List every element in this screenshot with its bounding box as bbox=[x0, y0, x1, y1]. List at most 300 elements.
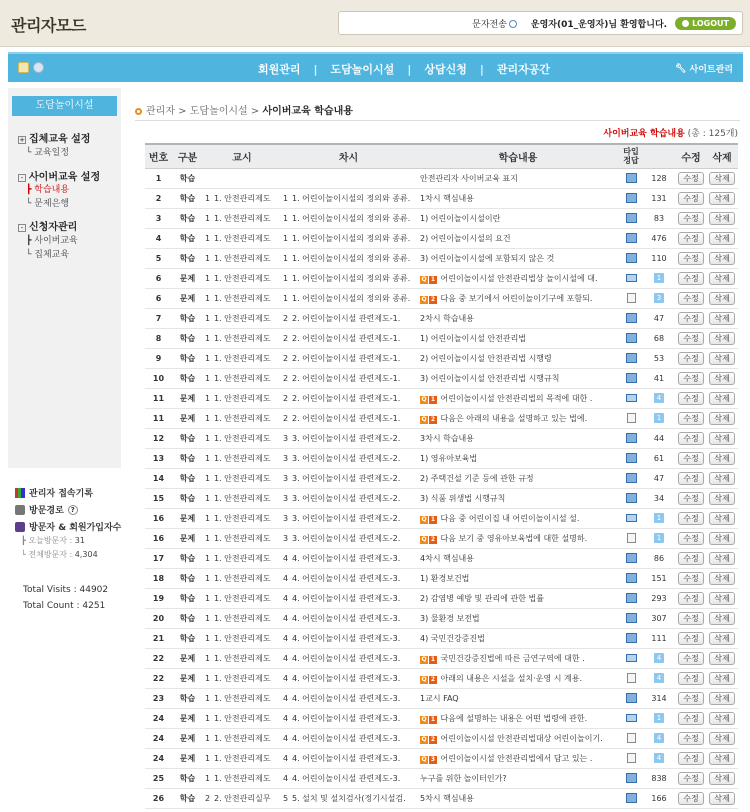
admin-logo[interactable]: 관리자모드 bbox=[11, 16, 86, 35]
row-type: 학습 bbox=[172, 788, 203, 808]
row-content[interactable]: 4) 국민건강증진법 bbox=[416, 628, 620, 648]
row-content[interactable]: Q 3 어린이놀이시설 안전관리법에서 담고 있는 . bbox=[416, 748, 620, 768]
row-type-icon[interactable] bbox=[620, 668, 642, 688]
row-delete bbox=[706, 668, 738, 688]
monitor-icon[interactable] bbox=[626, 173, 637, 183]
row-edit bbox=[676, 228, 706, 248]
row-content[interactable]: 3) 물환경 보전법 bbox=[416, 608, 620, 628]
row-content[interactable]: 2) 어린이놀이시설 안전관리법 시행령 bbox=[416, 348, 620, 368]
row-edit bbox=[676, 388, 706, 408]
sidebar-item-learning-content[interactable]: ┣ 학습내용 bbox=[26, 185, 70, 195]
row-content[interactable]: 3) 식품 위생법 시행규칙 bbox=[416, 488, 620, 508]
row-content[interactable]: 1) 어린이놀이시설 안전관리법 bbox=[416, 328, 620, 348]
row-session: 4 4. 어린이놀이시설 관련제도-3. bbox=[281, 688, 416, 708]
row-delete bbox=[706, 188, 738, 208]
monitor-icon[interactable] bbox=[626, 233, 637, 243]
delete-button[interactable]: 삭제 bbox=[709, 272, 734, 285]
row-grade: 1 1. 안전관리제도 bbox=[203, 328, 281, 348]
row-grade: 1 1. 안전관리제도 bbox=[203, 588, 281, 608]
row-delete bbox=[706, 308, 738, 328]
row-grade: 1 1. 안전관리제도 bbox=[203, 668, 281, 688]
monitor-icon[interactable] bbox=[626, 553, 637, 563]
row-type-icon[interactable] bbox=[620, 468, 642, 488]
question-icon: Q bbox=[421, 515, 427, 523]
memo-icon[interactable] bbox=[627, 673, 636, 683]
row-type-icon[interactable] bbox=[620, 588, 642, 608]
delete-button[interactable]: 삭제 bbox=[709, 332, 734, 345]
monitor-icon[interactable] bbox=[626, 493, 637, 503]
monitor-icon[interactable] bbox=[626, 633, 637, 643]
row-count bbox=[642, 548, 676, 568]
view-count: 131 bbox=[651, 193, 667, 203]
help-icon[interactable]: ? bbox=[68, 505, 78, 515]
logout-button[interactable]: LOGOUT bbox=[675, 17, 736, 30]
row-content[interactable]: 3차시 학습내용 bbox=[416, 428, 620, 448]
nav-consultation[interactable]: 상담신청 bbox=[424, 63, 467, 76]
monitor-icon[interactable] bbox=[626, 613, 637, 623]
row-no: 24 bbox=[145, 748, 172, 768]
question-icon: Q bbox=[421, 395, 427, 403]
edit-button[interactable]: 수정 bbox=[678, 432, 703, 445]
view-count: 47 bbox=[653, 473, 665, 483]
monitor-icon[interactable] bbox=[626, 514, 637, 522]
row-type-icon[interactable] bbox=[620, 648, 642, 668]
sidebar-item-cyber-applicants[interactable]: ┣ 사이버교육 bbox=[26, 236, 78, 246]
sidebar-item-question-bank[interactable]: └ 문제은행 bbox=[26, 199, 70, 209]
admin-login-log-link[interactable]: 관리자 접속기록 bbox=[15, 484, 125, 501]
row-grade: 1 1. 안전관리제도 bbox=[203, 608, 281, 628]
row-no: 13 bbox=[145, 448, 172, 468]
row-delete bbox=[706, 548, 738, 568]
sidebar-group-applicants[interactable]: - 신청자관리 bbox=[18, 218, 77, 233]
monitor-icon[interactable] bbox=[626, 373, 637, 383]
edit-button[interactable]: 수정 bbox=[678, 372, 703, 385]
edit-button[interactable]: 수정 bbox=[678, 712, 703, 725]
row-delete bbox=[706, 488, 738, 508]
col-type: 구분 bbox=[172, 144, 203, 168]
view-count: 34 bbox=[653, 493, 665, 503]
table-row bbox=[145, 708, 738, 728]
total-visits: Total Visits : 44902 bbox=[23, 585, 109, 595]
row-content[interactable]: Q 2 다음은 아래의 내용을 설명하고 있는 법에. bbox=[416, 408, 620, 428]
row-grade: 1 1. 안전관리제도 bbox=[203, 308, 281, 328]
row-type-icon[interactable] bbox=[620, 628, 642, 648]
sidebar-item-offline-applicants[interactable]: └ 집체교육 bbox=[26, 250, 70, 260]
row-no: 6 bbox=[145, 288, 172, 308]
monitor-icon[interactable] bbox=[626, 193, 637, 203]
monitor-icon[interactable] bbox=[626, 274, 637, 282]
memo-icon[interactable] bbox=[627, 533, 636, 543]
col-edit: 수정 bbox=[676, 144, 706, 168]
edit-button[interactable]: 수정 bbox=[678, 392, 703, 405]
delete-button[interactable]: 삭제 bbox=[709, 372, 734, 385]
edit-button[interactable]: 수정 bbox=[678, 672, 703, 685]
edit-button[interactable]: 수정 bbox=[678, 592, 703, 605]
row-type-icon[interactable] bbox=[620, 688, 642, 708]
collapse-icon[interactable]: - bbox=[18, 174, 26, 182]
row-delete bbox=[706, 328, 738, 348]
row-grade: 1 1. 안전관리제도 bbox=[203, 268, 281, 288]
row-content[interactable]: 안전관리자 사이버교육 표지 bbox=[416, 168, 620, 188]
row-type-icon[interactable] bbox=[620, 748, 642, 768]
edit-button[interactable]: 수정 bbox=[678, 272, 703, 285]
row-count bbox=[642, 708, 676, 728]
row-no: 19 bbox=[145, 588, 172, 608]
memo-icon[interactable] bbox=[627, 293, 636, 303]
row-count bbox=[642, 688, 676, 708]
row-type: 문제 bbox=[172, 528, 203, 548]
row-session bbox=[281, 168, 416, 188]
row-count bbox=[642, 568, 676, 588]
row-session: 5 5. 설치 및 설치검사(정기시설검. bbox=[281, 788, 416, 808]
table-row bbox=[145, 408, 738, 428]
edit-button[interactable]: 수정 bbox=[678, 292, 703, 305]
edit-button[interactable]: 수정 bbox=[678, 472, 703, 485]
row-content[interactable]: 누구를 위한 놀이터인가? bbox=[416, 768, 620, 788]
row-type-icon[interactable] bbox=[620, 448, 642, 468]
row-count bbox=[642, 408, 676, 428]
visit-totals bbox=[23, 582, 108, 614]
row-grade: 1 1. 안전관리제도 bbox=[203, 188, 281, 208]
row-type-icon[interactable] bbox=[620, 388, 642, 408]
delete-button[interactable]: 삭제 bbox=[709, 592, 734, 605]
row-no: 25 bbox=[145, 768, 172, 788]
monitor-icon[interactable] bbox=[626, 394, 637, 402]
row-type-icon[interactable] bbox=[620, 508, 642, 528]
edit-button[interactable]: 수정 bbox=[678, 552, 703, 565]
row-grade: 1 1. 안전관리제도 bbox=[203, 208, 281, 228]
monitor-icon[interactable] bbox=[626, 593, 637, 603]
monitor-icon[interactable] bbox=[626, 714, 637, 722]
monitor-icon[interactable] bbox=[626, 253, 637, 263]
row-grade: 1 1. 안전관리제도 bbox=[203, 728, 281, 748]
row-content[interactable]: Q 2 다음 보기 중 영유아보육법에 대한 설명하. bbox=[416, 528, 620, 548]
row-content[interactable]: 2) 어린이놀이시설의 요건 bbox=[416, 228, 620, 248]
breadcrumb-section[interactable]: 도담놀이시설 bbox=[189, 106, 248, 117]
row-type-icon[interactable] bbox=[620, 328, 642, 348]
sidebar-group-cyber[interactable]: - 사이버교육 설정 bbox=[18, 168, 100, 183]
row-edit bbox=[676, 788, 706, 808]
row-content[interactable]: 5차시 핵심내용 bbox=[416, 788, 620, 808]
row-grade bbox=[203, 168, 281, 188]
collapse-icon[interactable]: - bbox=[18, 224, 26, 232]
row-type-icon[interactable] bbox=[620, 208, 642, 228]
edit-button[interactable]: 수정 bbox=[678, 412, 703, 425]
monitor-icon[interactable] bbox=[626, 654, 637, 662]
row-edit bbox=[676, 728, 706, 748]
delete-button[interactable]: 삭제 bbox=[709, 672, 734, 685]
row-content[interactable]: Q 1 다음 중 어린이집 내 어린이놀이시설 설. bbox=[416, 508, 620, 528]
table-row bbox=[145, 768, 738, 788]
view-count: 44 bbox=[653, 433, 665, 443]
delete-button[interactable]: 삭제 bbox=[709, 412, 734, 425]
row-type-icon[interactable] bbox=[620, 488, 642, 508]
delete-button[interactable]: 삭제 bbox=[709, 772, 734, 785]
row-delete bbox=[706, 768, 738, 788]
row-type-icon[interactable] bbox=[620, 288, 642, 308]
row-content[interactable]: Q 1 어린이놀이시설 안전관리법의 목적에 대한 . bbox=[416, 388, 620, 408]
nav-playground[interactable]: 도담놀이시설 bbox=[330, 63, 395, 76]
nav-member-management[interactable]: 회원관리 bbox=[258, 63, 301, 76]
row-content[interactable]: 2) 주택건설 기준 등에 관한 규정 bbox=[416, 468, 620, 488]
monitor-icon[interactable] bbox=[626, 353, 637, 363]
row-content[interactable]: Q 2 다음 중 보기에서 어린이놀이기구에 포함되. bbox=[416, 288, 620, 308]
delete-button[interactable]: 삭제 bbox=[709, 752, 734, 765]
row-edit bbox=[676, 608, 706, 628]
row-content[interactable]: Q 2 어린이놀이시설 안전관리법대상 어린이놀이기. bbox=[416, 728, 620, 748]
row-grade: 1 1. 안전관리제도 bbox=[203, 548, 281, 568]
row-content[interactable]: 1차시 핵심내용 bbox=[416, 188, 620, 208]
row-edit bbox=[676, 708, 706, 728]
sidebar-item-schedule[interactable]: └ 교육일정 bbox=[26, 148, 70, 158]
view-count: 86 bbox=[653, 553, 665, 563]
row-content[interactable]: Q 1 다음에 설명하는 내용은 어떤 법령에 관한. bbox=[416, 708, 620, 728]
row-content[interactable]: 4차시 핵심내용 bbox=[416, 548, 620, 568]
row-type-icon[interactable] bbox=[620, 168, 642, 188]
monitor-icon[interactable] bbox=[626, 453, 637, 463]
edit-button[interactable]: 수정 bbox=[678, 532, 703, 545]
monitor-icon[interactable] bbox=[626, 573, 637, 583]
delete-button[interactable]: 삭제 bbox=[709, 612, 734, 625]
row-delete bbox=[706, 368, 738, 388]
question-icon: Q bbox=[421, 535, 427, 543]
monitor-icon[interactable] bbox=[626, 693, 637, 703]
monitor-icon[interactable] bbox=[626, 773, 637, 783]
row-delete bbox=[706, 648, 738, 668]
sidebar-group-offline[interactable]: + 집체교육 설정 bbox=[19, 134, 91, 145]
row-count bbox=[642, 348, 676, 368]
delete-button[interactable]: 삭제 bbox=[709, 172, 734, 185]
row-no: 21 bbox=[145, 628, 172, 648]
row-content[interactable]: 3) 어린이놀이시설에 포함되지 않은 것 bbox=[416, 248, 620, 268]
row-grade: 1 1. 안전관리제도 bbox=[203, 468, 281, 488]
col-no: 번호 bbox=[145, 144, 172, 168]
monitor-icon[interactable] bbox=[626, 433, 637, 443]
row-delete bbox=[706, 268, 738, 288]
view-count: 838 bbox=[651, 773, 667, 783]
visitor-stats-title: 방문자 & 회원가입자수 bbox=[15, 518, 125, 535]
answer-badge: 3 bbox=[654, 293, 664, 303]
table-row bbox=[145, 788, 738, 808]
delete-button[interactable]: 삭제 bbox=[709, 232, 734, 245]
row-type-icon[interactable] bbox=[620, 608, 642, 628]
edit-button[interactable]: 수정 bbox=[678, 352, 703, 365]
question-icon: Q bbox=[421, 675, 427, 683]
delete-button[interactable]: 삭제 bbox=[709, 252, 734, 265]
row-type-icon[interactable] bbox=[620, 188, 642, 208]
row-type: 문제 bbox=[172, 268, 203, 288]
monitor-icon[interactable] bbox=[626, 313, 637, 323]
row-content[interactable]: 1교시 FAQ bbox=[416, 688, 620, 708]
site-management-link[interactable]: 🔧︎ 사이트관리 bbox=[675, 63, 733, 75]
monitor-icon[interactable] bbox=[626, 793, 637, 803]
delete-button[interactable]: 삭제 bbox=[709, 712, 734, 725]
edit-button[interactable]: 수정 bbox=[678, 632, 703, 645]
delete-button[interactable]: 삭제 bbox=[709, 432, 734, 445]
row-type-icon[interactable] bbox=[620, 228, 642, 248]
row-type-icon[interactable] bbox=[620, 408, 642, 428]
row-no: 11 bbox=[145, 388, 172, 408]
memo-icon[interactable] bbox=[627, 413, 636, 423]
row-session: 2 2. 어린이놀이시설 관련제도-1. bbox=[281, 308, 416, 328]
expand-icon[interactable]: + bbox=[19, 136, 25, 144]
row-type-icon[interactable] bbox=[620, 708, 642, 728]
row-content[interactable]: 1) 어린이놀이시설이란 bbox=[416, 208, 620, 228]
row-content[interactable]: 1) 영유아보육법 bbox=[416, 448, 620, 468]
memo-icon[interactable] bbox=[627, 733, 636, 743]
referrer-icon bbox=[15, 505, 25, 515]
edit-button[interactable]: 수정 bbox=[678, 312, 703, 325]
table-row bbox=[145, 428, 738, 448]
edit-button[interactable]: 수정 bbox=[678, 772, 703, 785]
edit-button[interactable]: 수정 bbox=[678, 192, 703, 205]
row-type: 문제 bbox=[172, 388, 203, 408]
question-icon: Q bbox=[421, 715, 427, 723]
row-count bbox=[642, 268, 676, 288]
row-type: 학습 bbox=[172, 568, 203, 588]
row-type-icon[interactable] bbox=[620, 528, 642, 548]
row-type-icon[interactable] bbox=[620, 308, 642, 328]
delete-button[interactable]: 삭제 bbox=[709, 352, 734, 365]
view-count: 47 bbox=[653, 313, 665, 323]
delete-button[interactable]: 삭제 bbox=[709, 652, 734, 665]
delete-button[interactable]: 삭제 bbox=[709, 572, 734, 585]
edit-button[interactable]: 수정 bbox=[678, 652, 703, 665]
row-no: 16 bbox=[145, 508, 172, 528]
row-type-icon[interactable] bbox=[620, 728, 642, 748]
row-session: 2 2. 어린이놀이시설 관련제도-1. bbox=[281, 348, 416, 368]
row-no: 24 bbox=[145, 728, 172, 748]
wrench-icon: 🔧︎ bbox=[675, 63, 687, 74]
row-session: 4 4. 어린이놀이시설 관련제도-3. bbox=[281, 648, 416, 668]
monitor-icon[interactable] bbox=[626, 473, 637, 483]
monitor-icon[interactable] bbox=[626, 213, 637, 223]
edit-button[interactable]: 수정 bbox=[678, 692, 703, 705]
bar-chart-icon bbox=[15, 488, 25, 498]
row-content[interactable]: Q 2 아래의 내용은 시설을 설치·운영 시 계용. bbox=[416, 668, 620, 688]
row-edit bbox=[676, 568, 706, 588]
row-delete bbox=[706, 288, 738, 308]
row-count bbox=[642, 728, 676, 748]
view-count: 83 bbox=[653, 213, 665, 223]
row-type-icon[interactable] bbox=[620, 248, 642, 268]
monitor-icon[interactable] bbox=[626, 333, 637, 343]
row-type-icon[interactable] bbox=[620, 368, 642, 388]
delete-button[interactable]: 삭제 bbox=[709, 472, 734, 485]
edit-button[interactable]: 수정 bbox=[678, 452, 703, 465]
row-content[interactable]: 1) 환경보건법 bbox=[416, 568, 620, 588]
edit-button[interactable]: 수정 bbox=[678, 612, 703, 625]
row-type-icon[interactable] bbox=[620, 428, 642, 448]
delete-button[interactable]: 삭제 bbox=[709, 532, 734, 545]
row-session: 1 1. 어린이놀이시설의 정의와 종류. bbox=[281, 228, 416, 248]
delete-button[interactable]: 삭제 bbox=[709, 632, 734, 645]
delete-button[interactable]: 삭제 bbox=[709, 792, 734, 805]
edit-button[interactable]: 수정 bbox=[678, 792, 703, 805]
delete-button[interactable]: 삭제 bbox=[709, 212, 734, 225]
row-type-icon[interactable] bbox=[620, 348, 642, 368]
delete-button[interactable]: 삭제 bbox=[709, 312, 734, 325]
row-no: 26 bbox=[145, 788, 172, 808]
delete-button[interactable]: 삭제 bbox=[709, 552, 734, 565]
item-count: (총 : 125개) bbox=[687, 129, 738, 139]
row-delete bbox=[706, 628, 738, 648]
row-edit bbox=[676, 548, 706, 568]
delete-button[interactable]: 삭제 bbox=[709, 392, 734, 405]
delete-button[interactable]: 삭제 bbox=[709, 192, 734, 205]
row-delete bbox=[706, 428, 738, 448]
row-edit bbox=[676, 448, 706, 468]
edit-button[interactable]: 수정 bbox=[678, 732, 703, 745]
view-count: 61 bbox=[653, 453, 665, 463]
row-no: 18 bbox=[145, 568, 172, 588]
breadcrumb-home[interactable]: 관리자 bbox=[146, 106, 175, 117]
delete-button[interactable]: 삭제 bbox=[709, 492, 734, 505]
edit-button[interactable]: 수정 bbox=[678, 512, 703, 525]
edit-button[interactable]: 수정 bbox=[678, 752, 703, 765]
row-type-icon[interactable] bbox=[620, 268, 642, 288]
row-content[interactable]: 3) 어린이놀이시설 안전관리법 시행규칙 bbox=[416, 368, 620, 388]
row-type-icon[interactable] bbox=[620, 768, 642, 788]
row-count bbox=[642, 188, 676, 208]
row-content[interactable]: Q 1 국민건강증진법에 따른 금연구역에 대한 . bbox=[416, 648, 620, 668]
row-content[interactable]: 2차시 학습내용 bbox=[416, 308, 620, 328]
edit-button[interactable]: 수정 bbox=[678, 212, 703, 225]
row-type-icon[interactable] bbox=[620, 568, 642, 588]
memo-icon[interactable] bbox=[627, 753, 636, 763]
row-edit bbox=[676, 288, 706, 308]
row-content[interactable]: 2) 감염병 예방 및 관리에 관한 법률 bbox=[416, 588, 620, 608]
referrer-link[interactable]: 방문경로 ? bbox=[15, 501, 125, 518]
row-type-icon[interactable] bbox=[620, 788, 642, 808]
question-icon: Q bbox=[421, 295, 427, 303]
delete-button[interactable]: 삭제 bbox=[709, 692, 734, 705]
edit-button[interactable]: 수정 bbox=[678, 572, 703, 585]
nav-admin-space[interactable]: 관리자공간 bbox=[496, 63, 551, 76]
row-count bbox=[642, 528, 676, 548]
row-session: 4 4. 어린이놀이시설 관련제도-3. bbox=[281, 568, 416, 588]
delete-button[interactable]: 삭제 bbox=[709, 292, 734, 305]
row-session: 3 3. 어린이놀이시설 관련제도-2. bbox=[281, 508, 416, 528]
row-count bbox=[642, 788, 676, 808]
breadcrumb: 관리자 > 도담놀이시설 > 사이버교육 학습내용 bbox=[135, 102, 353, 117]
row-count bbox=[642, 368, 676, 388]
view-count: 166 bbox=[651, 793, 667, 803]
home-icon[interactable] bbox=[18, 62, 29, 73]
edit-button[interactable]: 수정 bbox=[678, 232, 703, 245]
edit-button[interactable]: 수정 bbox=[678, 172, 703, 185]
settings-icon[interactable] bbox=[33, 62, 44, 73]
row-no: 20 bbox=[145, 608, 172, 628]
row-type-icon[interactable] bbox=[620, 548, 642, 568]
row-type: 학습 bbox=[172, 428, 203, 448]
delete-button[interactable]: 삭제 bbox=[709, 732, 734, 745]
row-content[interactable]: Q 1 어린이놀이시설 안전관리법상 놀이시설에 대. bbox=[416, 268, 620, 288]
main-nav: 회원관리 | 도담놀이시설 | 상담신청 | 관리자공간 🔧︎ 사이트관리 bbox=[8, 52, 743, 82]
edit-button[interactable]: 수정 bbox=[678, 252, 703, 265]
edit-button[interactable]: 수정 bbox=[678, 492, 703, 505]
question-number-badge: 1 bbox=[430, 515, 436, 523]
row-no: 3 bbox=[145, 208, 172, 228]
sidebar bbox=[8, 88, 121, 468]
delete-button[interactable]: 삭제 bbox=[709, 512, 734, 525]
edit-button[interactable]: 수정 bbox=[678, 332, 703, 345]
row-grade: 1 1. 안전관리제도 bbox=[203, 388, 281, 408]
table-row bbox=[145, 308, 738, 328]
delete-button[interactable]: 삭제 bbox=[709, 452, 734, 465]
row-grade: 1 1. 안전관리제도 bbox=[203, 288, 281, 308]
message-send-link[interactable]: 문자전송 bbox=[472, 17, 517, 30]
